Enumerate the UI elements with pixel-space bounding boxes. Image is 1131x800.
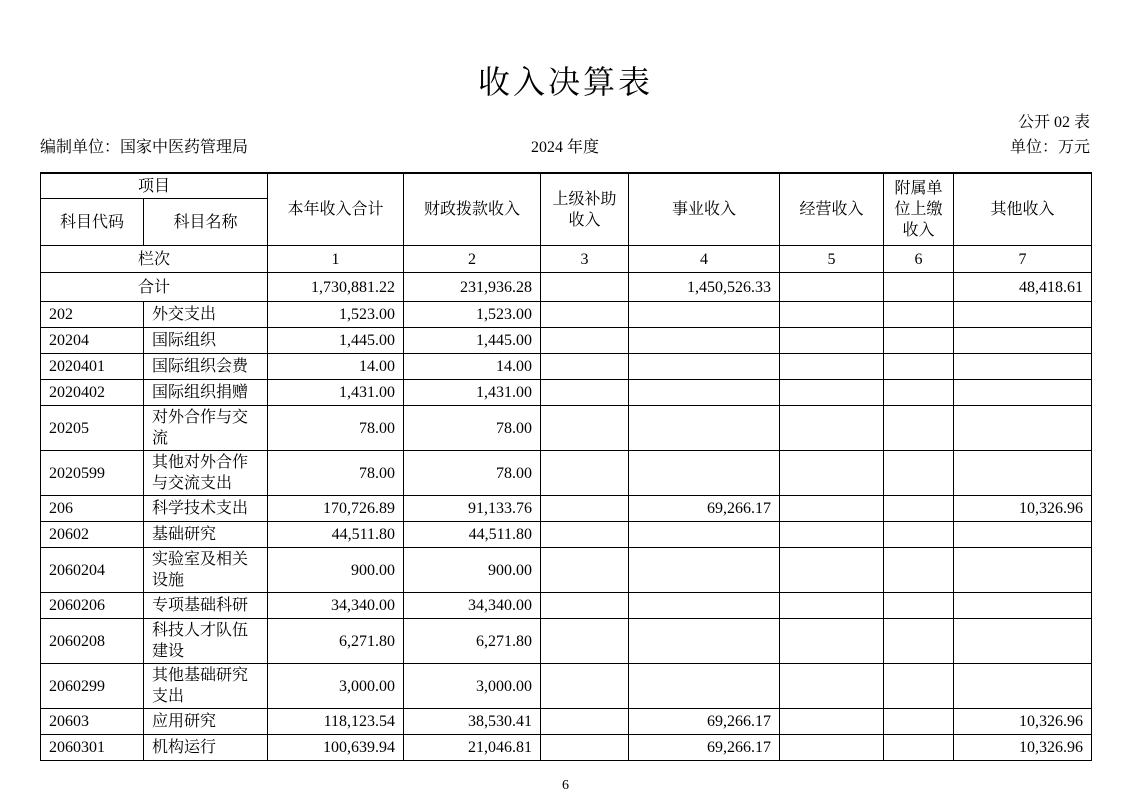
value-cell: 6,271.80 [268, 619, 404, 664]
value-cell: 170,726.89 [268, 496, 404, 522]
value-cell [884, 380, 954, 406]
value-cell: 1,445.00 [404, 328, 541, 354]
value-cell: 900.00 [268, 548, 404, 593]
subject-name-cell: 国际组织会费 [144, 354, 268, 380]
value-cell [629, 664, 780, 709]
value-cell [780, 522, 884, 548]
page-number: 6 [562, 778, 569, 793]
subject-name-cell: 科技人才队伍建设 [144, 619, 268, 664]
value-cell [541, 328, 629, 354]
index-cell: 3 [541, 246, 629, 273]
total-value-cell: 48,418.61 [954, 273, 1092, 302]
value-cell: 10,326.96 [954, 735, 1092, 761]
value-cell [780, 548, 884, 593]
value-cell [541, 451, 629, 496]
value-cell [780, 380, 884, 406]
subject-code-cell: 20603 [41, 709, 144, 735]
table-row [41, 496, 1092, 522]
value-cell [884, 354, 954, 380]
header-col-year-total: 本年收入合计 [268, 173, 404, 246]
table-row [41, 664, 1092, 709]
table-row [41, 380, 1092, 406]
value-cell [780, 302, 884, 328]
table-row [41, 328, 1092, 354]
header-col-superior-subsidy: 上级补助收入 [541, 173, 629, 246]
value-cell [629, 380, 780, 406]
subject-code-cell: 202 [41, 302, 144, 328]
income-statement-table [40, 172, 1092, 761]
subject-name-cell: 专项基础科研 [144, 593, 268, 619]
header-col-fiscal-grant: 财政拨款收入 [404, 173, 541, 246]
value-cell [541, 548, 629, 593]
value-cell [884, 406, 954, 451]
table-row [41, 593, 1092, 619]
value-cell [954, 593, 1092, 619]
value-cell [780, 406, 884, 451]
total-value-cell [884, 273, 954, 302]
value-cell [954, 451, 1092, 496]
value-cell [629, 451, 780, 496]
subject-name-cell: 国际组织捐赠 [144, 380, 268, 406]
value-cell [884, 619, 954, 664]
value-cell: 34,340.00 [404, 593, 541, 619]
subject-name-cell: 对外合作与交流 [144, 406, 268, 451]
value-cell [884, 664, 954, 709]
value-cell [884, 496, 954, 522]
value-cell [954, 548, 1092, 593]
header-subject-code: 科目代码 [41, 199, 144, 246]
value-cell [541, 735, 629, 761]
value-cell [954, 328, 1092, 354]
value-cell [954, 406, 1092, 451]
index-cell: 5 [780, 246, 884, 273]
header-row-project [41, 173, 1092, 199]
header-col-other-income: 其他收入 [954, 173, 1092, 246]
value-cell: 1,523.00 [404, 302, 541, 328]
value-cell [629, 328, 780, 354]
subject-name-cell: 外交支出 [144, 302, 268, 328]
subject-name-cell: 基础研究 [144, 522, 268, 548]
value-cell [780, 451, 884, 496]
header-col-affiliate-remit: 附属单位上缴收入 [884, 173, 954, 246]
index-cell: 2 [404, 246, 541, 273]
table-row [41, 522, 1092, 548]
subject-code-cell: 20602 [41, 522, 144, 548]
value-cell [954, 354, 1092, 380]
subject-name-cell: 科学技术支出 [144, 496, 268, 522]
value-cell [954, 619, 1092, 664]
value-cell: 69,266.17 [629, 496, 780, 522]
value-cell [780, 496, 884, 522]
index-cell: 4 [629, 246, 780, 273]
document-content [40, 114, 1090, 761]
value-cell: 34,340.00 [268, 593, 404, 619]
total-value-cell [780, 273, 884, 302]
value-cell: 118,123.54 [268, 709, 404, 735]
header-col-business-income: 经营收入 [780, 173, 884, 246]
subject-code-cell: 2060208 [41, 619, 144, 664]
value-cell [629, 593, 780, 619]
total-label: 合计 [41, 273, 268, 302]
value-cell [780, 593, 884, 619]
total-row [41, 273, 1092, 302]
index-cell: 1 [268, 246, 404, 273]
value-cell [629, 354, 780, 380]
subject-code-cell: 2060301 [41, 735, 144, 761]
value-cell [954, 664, 1092, 709]
subject-name-cell: 机构运行 [144, 735, 268, 761]
value-cell [884, 328, 954, 354]
value-cell: 78.00 [268, 406, 404, 451]
value-cell [629, 619, 780, 664]
subject-code-cell: 2020401 [41, 354, 144, 380]
page-title: 收入决算表 [477, 64, 653, 100]
value-cell: 3,000.00 [268, 664, 404, 709]
total-value-cell: 231,936.28 [404, 273, 541, 302]
value-cell [780, 354, 884, 380]
value-cell: 10,326.96 [954, 496, 1092, 522]
subject-name-cell: 其他基础研究支出 [144, 664, 268, 709]
value-cell: 3,000.00 [404, 664, 541, 709]
table-code-label: 公开 02 表 [1017, 114, 1090, 131]
index-cell: 7 [954, 246, 1092, 273]
value-cell: 78.00 [404, 406, 541, 451]
value-cell [780, 709, 884, 735]
value-cell: 100,639.94 [268, 735, 404, 761]
subject-name-cell: 其他对外合作与交流支出 [144, 451, 268, 496]
value-cell: 1,445.00 [268, 328, 404, 354]
value-cell [954, 380, 1092, 406]
subject-name-cell: 应用研究 [144, 709, 268, 735]
value-cell: 900.00 [404, 548, 541, 593]
value-cell [541, 522, 629, 548]
value-cell [884, 451, 954, 496]
total-value-cell: 1,730,881.22 [268, 273, 404, 302]
table-row [41, 548, 1092, 593]
value-cell: 1,431.00 [404, 380, 541, 406]
value-cell [629, 302, 780, 328]
subject-code-cell: 2060299 [41, 664, 144, 709]
header-project: 项目 [41, 173, 268, 199]
value-cell [629, 406, 780, 451]
subject-code-cell: 20205 [41, 406, 144, 451]
subject-code-cell: 2060204 [41, 548, 144, 593]
value-cell [780, 664, 884, 709]
unit-label: 单位：万元 [1009, 139, 1090, 156]
table-row [41, 735, 1092, 761]
value-cell [541, 496, 629, 522]
value-cell [780, 735, 884, 761]
table-row [41, 451, 1092, 496]
value-cell [884, 593, 954, 619]
value-cell: 44,511.80 [404, 522, 541, 548]
value-cell: 91,133.76 [404, 496, 541, 522]
value-cell: 14.00 [268, 354, 404, 380]
value-cell [541, 709, 629, 735]
header-subject-name: 科目名称 [144, 199, 268, 246]
table-row [41, 302, 1092, 328]
value-cell: 78.00 [404, 451, 541, 496]
subject-code-cell: 20204 [41, 328, 144, 354]
subject-code-cell: 2020402 [41, 380, 144, 406]
value-cell [884, 548, 954, 593]
value-cell [884, 522, 954, 548]
table-row [41, 619, 1092, 664]
subject-code-cell: 2020599 [41, 451, 144, 496]
meta-line [40, 139, 1090, 157]
value-cell: 69,266.17 [629, 709, 780, 735]
total-value-cell [541, 273, 629, 302]
index-cell: 6 [884, 246, 954, 273]
value-cell [541, 354, 629, 380]
value-cell [541, 380, 629, 406]
value-cell [780, 619, 884, 664]
value-cell [884, 735, 954, 761]
value-cell [541, 593, 629, 619]
value-cell [629, 522, 780, 548]
value-cell: 1,523.00 [268, 302, 404, 328]
header-col-operating-income: 事业收入 [629, 173, 780, 246]
value-cell [954, 522, 1092, 548]
value-cell: 1,431.00 [268, 380, 404, 406]
subject-code-cell: 206 [41, 496, 144, 522]
prepared-by-label: 编制单位：国家中医药管理局 [40, 139, 249, 156]
subject-name-cell: 国际组织 [144, 328, 268, 354]
value-cell [629, 548, 780, 593]
subject-code-cell: 2060206 [41, 593, 144, 619]
value-cell: 38,530.41 [404, 709, 541, 735]
total-value-cell: 1,450,526.33 [629, 273, 780, 302]
value-cell: 78.00 [268, 451, 404, 496]
table-row [41, 354, 1092, 380]
value-cell [780, 328, 884, 354]
table-row [41, 406, 1092, 451]
value-cell [954, 302, 1092, 328]
subject-name-cell: 实验室及相关设施 [144, 548, 268, 593]
value-cell [541, 406, 629, 451]
value-cell: 10,326.96 [954, 709, 1092, 735]
value-cell [541, 302, 629, 328]
value-cell [541, 619, 629, 664]
value-cell [884, 709, 954, 735]
value-cell: 6,271.80 [404, 619, 541, 664]
value-cell: 44,511.80 [268, 522, 404, 548]
index-label: 栏次 [41, 246, 268, 273]
column-index-row [41, 246, 1092, 273]
fiscal-year-label: 2024 年度 [530, 139, 599, 156]
value-cell: 69,266.17 [629, 735, 780, 761]
value-cell [541, 664, 629, 709]
value-cell: 21,046.81 [404, 735, 541, 761]
table-row [41, 709, 1092, 735]
value-cell [884, 302, 954, 328]
value-cell: 14.00 [404, 354, 541, 380]
